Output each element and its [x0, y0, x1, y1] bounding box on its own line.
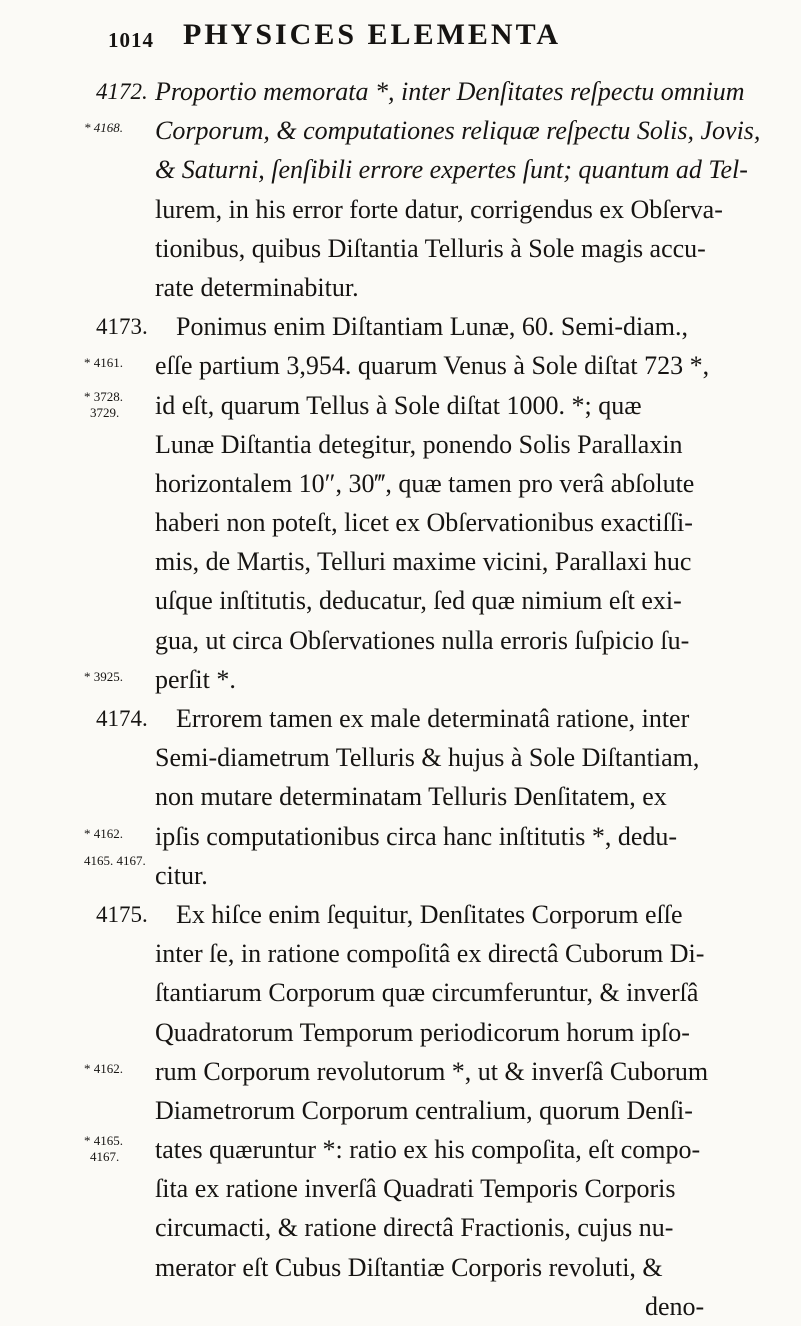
- paragraph-number: 4174.: [96, 706, 148, 731]
- page-number: 1014: [108, 28, 154, 52]
- margin-ref: 3729.: [90, 404, 120, 420]
- margin-ref: 4167.: [90, 1149, 120, 1165]
- text-line: citur.: [155, 860, 208, 890]
- margin-ref: * 4165.: [84, 1133, 123, 1149]
- running-header: [108, 18, 741, 58]
- text-line: tates quæruntur *: ratio ex his compoſita, eſt compo-: [155, 1135, 701, 1165]
- text-line: lurem, in his error forte datur, corrigendus ex Obſerva-: [155, 194, 723, 224]
- text-line: gua, ut circa Obſervationes nulla erroris ſuſpicio ſu-: [155, 625, 690, 655]
- text-line: perſit *.: [155, 664, 236, 694]
- text-line: haberi non poteſt, licet ex Obſervationibus exactiſſi-: [155, 508, 693, 538]
- text-body: [0, 72, 801, 1326]
- running-title: PHYSICES ELEMENTA: [183, 18, 562, 51]
- text-line: eſſe partium 3,954. quarum Venus à Sole diſtat 723 *,: [155, 351, 710, 381]
- margin-ref: * 4162.: [84, 825, 123, 841]
- text-line: ſita ex ratione inverſâ Quadrati Temporis Corporis: [155, 1174, 676, 1204]
- margin-ref: * 4161.: [84, 355, 123, 371]
- text-line: Lunæ Diſtantia detegitur, ponendo Solis Parallaxin: [155, 429, 683, 459]
- text-line: Proportio memorata *, inter Denſitates reſpectu omnium: [155, 77, 745, 106]
- text-line: rum Corporum revolutorum *, ut & inverſâ Cuborum: [155, 1056, 709, 1086]
- text-line: rate determinabitur.: [155, 272, 359, 302]
- text-line: horizontalem 10″, 30‴, quæ tamen pro verâ abſolute: [155, 468, 695, 498]
- catchword: deno-: [645, 1291, 705, 1321]
- text-line: Diametrorum Corporum centralium, quorum Denſi-: [155, 1095, 693, 1125]
- paragraph-number: 4173.: [96, 314, 148, 340]
- paragraph-4172: [0, 72, 801, 307]
- text-line: Errorem tamen ex male determinatâ ratione, inter: [176, 704, 690, 733]
- text-line: merator eſt Cubus Diſtantiæ Corporis revoluti, &: [155, 1252, 663, 1282]
- text-line: Quadratorum Temporum periodicorum horum ipſo-: [155, 1017, 690, 1047]
- text-line: circumacti, & ratione directâ Fractionis, cujus nu-: [155, 1213, 674, 1243]
- paragraph-4174: [0, 699, 801, 895]
- paragraph-4173: [0, 307, 801, 699]
- text-line: ipſis computationibus circa hanc inſtitutis *, dedu-: [155, 821, 678, 851]
- text-line: Ex hiſce enim ſequitur, Denſitates Corporum eſſe: [176, 899, 683, 929]
- margin-ref: 4165. 4167.: [84, 852, 146, 868]
- text-line: & Saturni, ſenſibili errore expertes ſunt; quantum ad Tel-: [155, 155, 748, 185]
- text-line: Semi-diametrum Telluris & hujus à Sole Diſtantiam,: [155, 743, 700, 773]
- text-line: tionibus, quibus Diſtantia Telluris à Sole magis accu-: [155, 233, 706, 263]
- margin-ref: * 3728.: [84, 388, 123, 404]
- margin-ref: * 4162.: [84, 1060, 123, 1076]
- paragraph-number: 4172.: [96, 79, 148, 104]
- margin-ref: * 4168.: [84, 120, 123, 136]
- text-line: mis, de Martis, Telluri maxime vicini, Parallaxi huc: [155, 547, 692, 577]
- text-line: uſque inſtitutis, deducatur, ſed quæ nimium eſt exi-: [155, 586, 682, 616]
- text-line: id eſt, quarum Tellus à Sole diſtat 1000. *; quæ: [155, 390, 642, 420]
- text-line: inter ſe, in ratione compoſitâ ex directâ Cuborum Di-: [155, 939, 705, 969]
- paragraph-number: 4175.: [96, 901, 148, 927]
- margin-ref: * 3925.: [84, 668, 123, 684]
- text-line: non mutare determinatam Telluris Denſitatem, ex: [155, 782, 667, 812]
- paragraph-4175: [0, 895, 801, 1287]
- text-line: Corporum, & computationes reliquæ reſpectu Solis, Jovis,: [155, 116, 761, 146]
- text-line: ſtantiarum Corporum quæ circumferuntur, & inverſâ: [155, 978, 699, 1008]
- text-line: Ponimus enim Diſtantiam Lunæ, 60. Semi-diam.,: [176, 312, 689, 342]
